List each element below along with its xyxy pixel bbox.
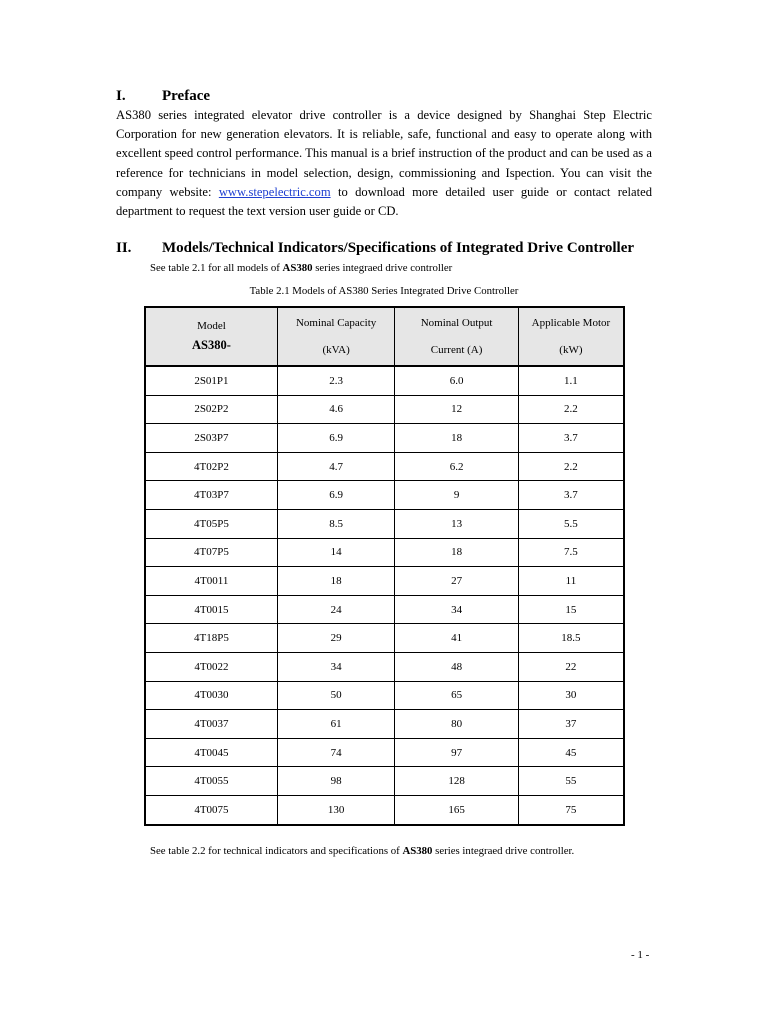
header-model-label: Model [197, 320, 226, 332]
cell-capacity: 18 [277, 567, 394, 596]
table-row [145, 595, 624, 624]
table-row [145, 395, 624, 424]
cell-motor: 18.5 [518, 624, 624, 653]
cell-motor: 1.1 [518, 366, 624, 395]
table-row [145, 681, 624, 710]
table-row [145, 767, 624, 796]
note-text: See table 2.1 for all models of [150, 262, 283, 274]
cell-capacity: 130 [277, 795, 394, 824]
cell-current: 165 [395, 795, 518, 824]
footer-note-bold-model: AS380 [402, 845, 433, 857]
footer-note-text-end: series integraed drive controller. [432, 845, 575, 857]
cell-capacity: 14 [277, 538, 394, 567]
cell-motor: 37 [518, 710, 624, 739]
table-reference-note [150, 262, 452, 274]
cell-capacity: 50 [277, 681, 394, 710]
cell-motor: 2.2 [518, 452, 624, 481]
cell-current: 65 [395, 681, 518, 710]
cell-motor: 3.7 [518, 481, 624, 510]
cell-capacity: 24 [277, 595, 394, 624]
table-row [145, 538, 624, 567]
cell-model: 4T03P7 [145, 481, 277, 510]
cell-current: 128 [395, 767, 518, 796]
table-row [145, 738, 624, 767]
cell-model: 4T0011 [145, 567, 277, 596]
cell-current: 13 [395, 509, 518, 538]
cell-model: 4T0030 [145, 681, 277, 710]
table-row [145, 509, 624, 538]
preface-text: AS380 series integrated elevator drive controller is a device designed by Shanghai Step Electric Corporation for new generation elevators. It is reliable, safe, functional and easy to operate along with excellent speed control performance. This manual is a brief instruction of the product and can be used as a reference for technicians in model selection, design, commissioning and Ispection. You can visit the company website: [116, 108, 652, 199]
cell-model: 2S03P7 [145, 424, 277, 453]
cell-motor: 75 [518, 795, 624, 824]
cell-motor: 45 [518, 738, 624, 767]
table-row [145, 710, 624, 739]
page-number: - 1 - [631, 949, 650, 961]
header-capacity-label: Nominal Capacity [295, 316, 377, 329]
cell-model: 4T02P2 [145, 452, 277, 481]
table-body [145, 366, 624, 825]
cell-capacity: 8.5 [277, 509, 394, 538]
header-motor-label: Applicable Motor [531, 316, 611, 329]
table-row [145, 795, 624, 824]
cell-model: 2S01P1 [145, 366, 277, 395]
cell-motor: 5.5 [518, 509, 624, 538]
cell-capacity: 4.6 [277, 395, 394, 424]
cell-model: 4T0075 [145, 795, 277, 824]
cell-capacity: 98 [277, 767, 394, 796]
cell-motor: 11 [518, 567, 624, 596]
cell-capacity: 34 [277, 652, 394, 681]
cell-current: 80 [395, 710, 518, 739]
table-row [145, 652, 624, 681]
header-motor [518, 307, 624, 366]
cell-capacity: 6.9 [277, 481, 394, 510]
header-current-label: Nominal Output [420, 316, 493, 329]
section-2-number: II. [116, 240, 132, 256]
cell-current: 9 [395, 481, 518, 510]
company-website-link[interactable]: www.stepelectric.com [218, 184, 331, 199]
cell-model: 4T0037 [145, 710, 277, 739]
section-1-number: I. [116, 88, 126, 104]
header-capacity [277, 307, 394, 366]
table-row [145, 366, 624, 395]
cell-capacity: 4.7 [277, 452, 394, 481]
header-motor-unit: (kW) [559, 343, 583, 356]
cell-capacity: 29 [277, 624, 394, 653]
table-header-row [145, 307, 624, 366]
cell-model: 4T0022 [145, 652, 277, 681]
cell-model: 4T0055 [145, 767, 277, 796]
cell-current: 6.2 [395, 452, 518, 481]
models-table [144, 306, 625, 826]
header-capacity-unit: (kVA) [322, 343, 350, 356]
cell-current: 97 [395, 738, 518, 767]
cell-model: 2S02P2 [145, 395, 277, 424]
cell-current: 6.0 [395, 366, 518, 395]
table-caption: Table 2.1 Models of AS380 Series Integrated Drive Controller [249, 285, 519, 297]
note-bold-model: AS380 [282, 262, 313, 274]
cell-capacity: 74 [277, 738, 394, 767]
cell-motor: 15 [518, 595, 624, 624]
cell-current: 18 [395, 538, 518, 567]
cell-current: 12 [395, 395, 518, 424]
note-text-end: series integraed drive controller [312, 262, 453, 274]
preface-text-end: to download more detailed user guide or contact related department to request the text version user guide or CD. [116, 184, 652, 219]
table-row [145, 567, 624, 596]
table-row [145, 481, 624, 510]
footer-note [150, 845, 574, 857]
cell-motor: 55 [518, 767, 624, 796]
cell-motor: 7.5 [518, 538, 624, 567]
cell-capacity: 2.3 [277, 366, 394, 395]
table-row [145, 624, 624, 653]
header-model-prefix: AS380- [191, 338, 231, 352]
cell-model: 4T07P5 [145, 538, 277, 567]
section-2-title: Models/Technical Indicators/Specifications of Integrated Drive Controller [162, 240, 635, 256]
section-1-heading [116, 88, 210, 105]
cell-current: 41 [395, 624, 518, 653]
cell-current: 18 [395, 424, 518, 453]
header-current-unit: Current (A) [430, 343, 483, 356]
cell-current: 34 [395, 595, 518, 624]
cell-current: 27 [395, 567, 518, 596]
cell-motor: 2.2 [518, 395, 624, 424]
cell-capacity: 6.9 [277, 424, 394, 453]
cell-motor: 22 [518, 652, 624, 681]
cell-model: 4T0045 [145, 738, 277, 767]
cell-model: 4T0015 [145, 595, 277, 624]
table-row [145, 424, 624, 453]
cell-model: 4T05P5 [145, 509, 277, 538]
preface-paragraph [116, 106, 652, 221]
cell-motor: 30 [518, 681, 624, 710]
table-row [145, 452, 624, 481]
header-current [395, 307, 518, 366]
footer-note-text: See table 2.2 for technical indicators and specifications of [150, 845, 403, 857]
section-1-title: Preface [162, 88, 211, 104]
cell-current: 48 [395, 652, 518, 681]
cell-motor: 3.7 [518, 424, 624, 453]
header-model [145, 307, 277, 366]
cell-model: 4T18P5 [145, 624, 277, 653]
section-2-heading [116, 240, 634, 257]
cell-capacity: 61 [277, 710, 394, 739]
